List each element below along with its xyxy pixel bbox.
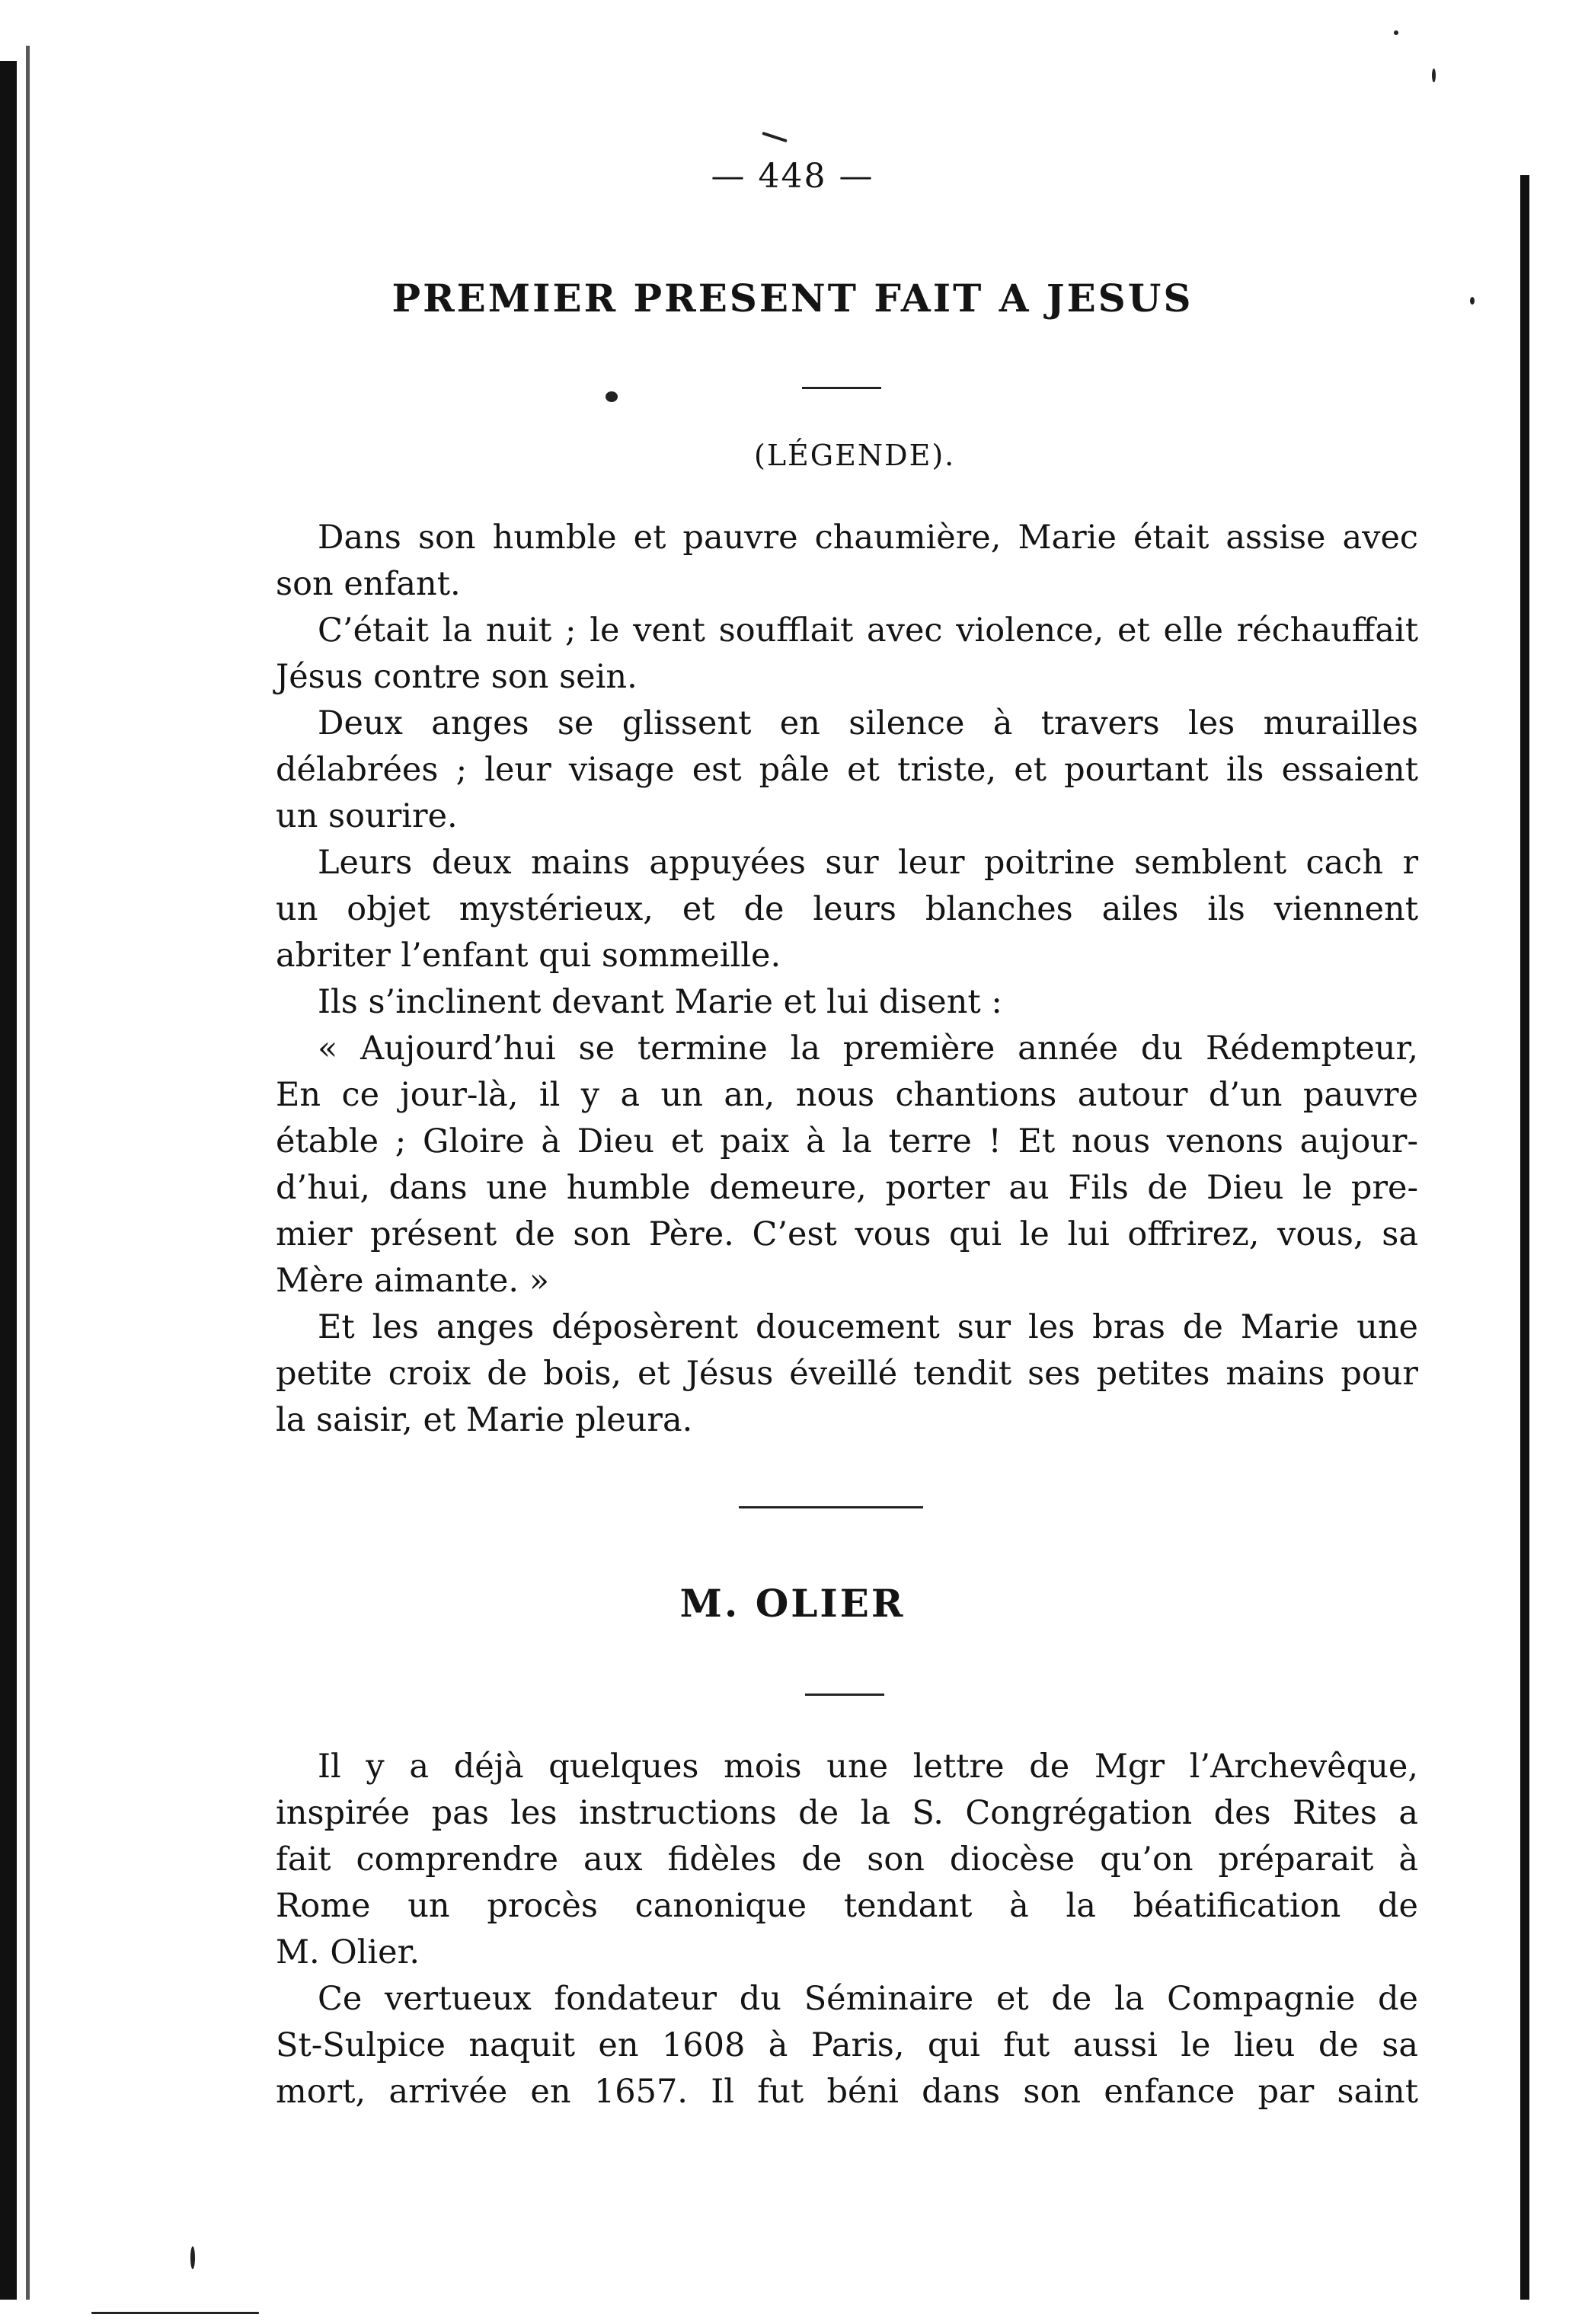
- scan-speck: [190, 2246, 195, 2269]
- article-title: M. OLIER: [679, 1581, 906, 1626]
- story-text-line: la saisir, et Marie pleura.: [276, 1401, 693, 1439]
- story-text-line: un sourire.: [276, 797, 458, 835]
- title-divider: [802, 387, 881, 389]
- page-number: — 448 —: [711, 157, 874, 196]
- story-text-line: Jésus contre son sein.: [276, 658, 638, 696]
- article-text-line: Il y a déjà quelques mois une lettre de Mgr l’Archevêque,: [318, 1748, 1418, 1786]
- story-text-line: Ils s’inclinent devant Marie et lui disent :: [318, 983, 1002, 1021]
- scan-edge-left: [0, 61, 17, 2300]
- article-text-line: fait comprendre aux fidèles de son diocèse qu’on préparait à: [276, 1840, 1418, 1879]
- scan-edge-right: [1520, 175, 1529, 2300]
- article-body: [276, 1744, 1418, 2115]
- scan-speck: [762, 132, 788, 142]
- article-text-line: Ce vertueux fondateur du Séminaire et de la Compagnie de: [318, 1980, 1418, 2018]
- scan-edge-left-line: [26, 46, 30, 2300]
- scan-speck: [606, 391, 618, 402]
- story-text-line: un objet mystérieux, et de leurs blanches ailes ils viennent: [276, 890, 1418, 928]
- story-title: PREMIER PRESENT FAIT A JESUS: [391, 276, 1194, 321]
- story-text-line: Leurs deux mains appuyées sur leur poitrine semblent cach r: [318, 844, 1418, 882]
- story-text-line: « Aujourd’hui se termine la première année du Rédempteur,: [318, 1030, 1418, 1068]
- article-text-line: St-Sulpice naquit en 1608 à Paris, qui fut aussi le lieu de sa: [276, 2026, 1418, 2064]
- story-text-line: abriter l’enfant qui sommeille.: [276, 937, 781, 975]
- article-text-line: M. Olier.: [276, 1933, 420, 1971]
- story-text-line: Dans son humble et pauvre chaumière, Marie était assise avec: [318, 519, 1418, 557]
- article-text-line: inspirée pas les instructions de la S. Congrégation des Rites a: [276, 1794, 1418, 1832]
- story-text-line: d’hui, dans une humble demeure, porter au Fils de Dieu le pre-: [276, 1169, 1418, 1207]
- story-text-line: petite croix de bois, et Jésus éveillé tendit ses petites mains pour: [276, 1355, 1418, 1393]
- story-text-line: Mère aimante. »: [276, 1262, 550, 1300]
- story-text-line: mier présent de son Père. C’est vous qui le lui offrirez, vous, sa: [276, 1215, 1418, 1253]
- story-text-line: C’était la nuit ; le vent soufflait avec violence, et elle réchauffait: [318, 611, 1418, 650]
- story-text-line: Et les anges déposèrent doucement sur les bras de Marie une: [318, 1308, 1418, 1346]
- story-subtitle: (LÉGENDE).: [754, 439, 956, 472]
- story-text-line: son enfant.: [276, 565, 461, 603]
- section-divider: [739, 1506, 923, 1508]
- story-text-line: étable ; Gloire à Dieu et paix à la terre ! Et nous venons aujour-: [276, 1122, 1418, 1160]
- scan-speck: [1394, 30, 1398, 35]
- story-body: [276, 515, 1418, 1444]
- story-text-line: Deux anges se glissent en silence à travers les murailles: [318, 704, 1418, 742]
- story-text-line: délabrées ; leur visage est pâle et triste, et pourtant ils essaient: [276, 751, 1418, 789]
- scan-speck: [91, 2312, 259, 2314]
- title-divider: [805, 1694, 884, 1696]
- scan-speck: [1432, 69, 1436, 82]
- article-text-line: Rome un procès canonique tendant à la béatification de: [276, 1887, 1418, 1925]
- story-text-line: En ce jour-là, il y a un an, nous chantions autour d’un pauvre: [276, 1076, 1418, 1114]
- article-text-line: mort, arrivée en 1657. Il fut béni dans son enfance par saint: [276, 2073, 1418, 2111]
